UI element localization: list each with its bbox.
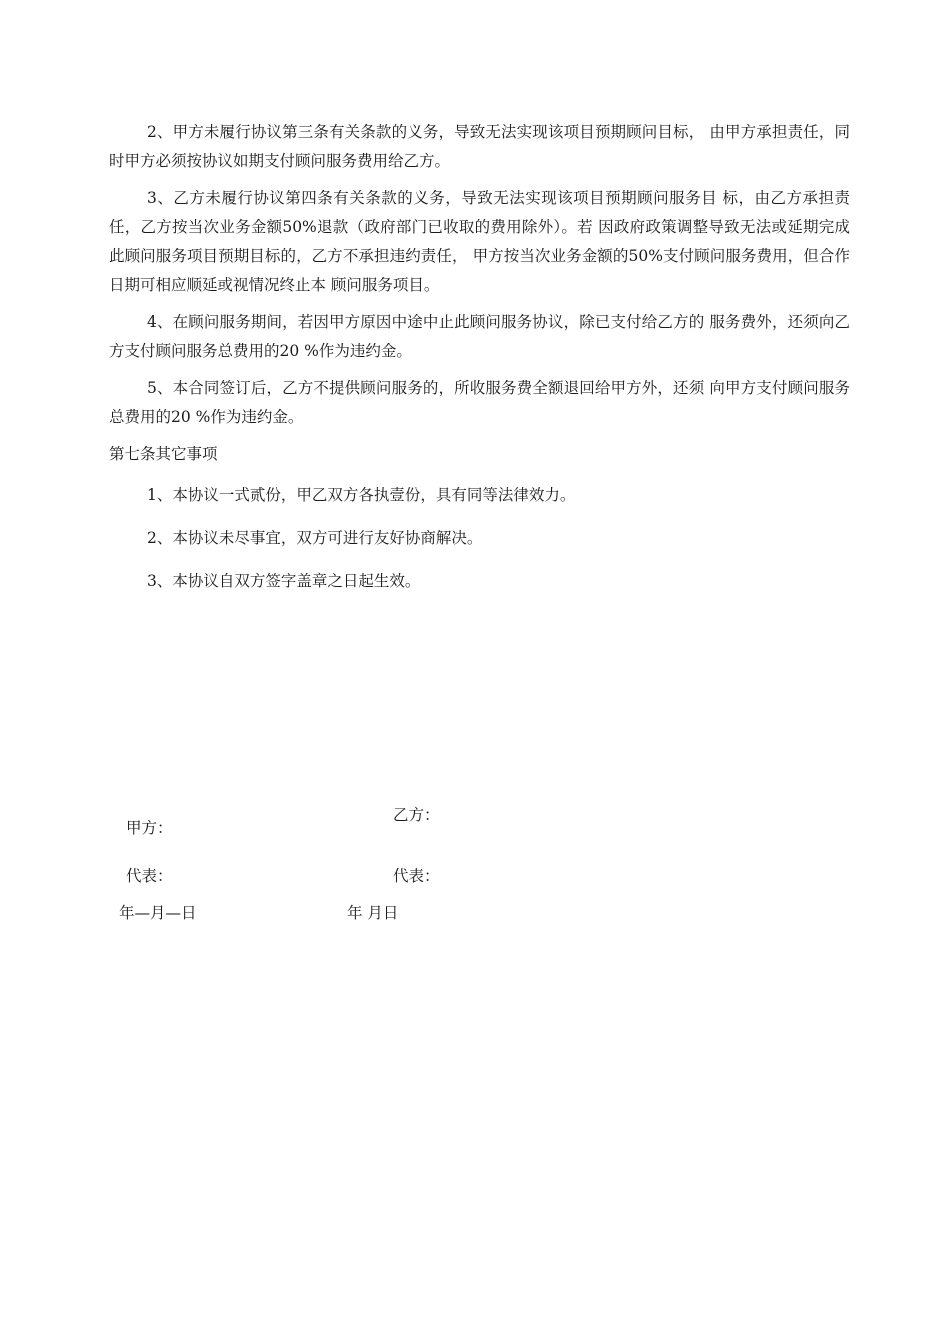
party-a-label: 甲方： — [126, 819, 173, 837]
article-7-item-3: 3、本协议自双方签字盖章之日起生效。 — [147, 572, 421, 590]
party-a-date: 年—月—日 — [119, 904, 197, 922]
article-7-item-1: 1、本协议一式贰份，甲乙双方各执壹份，具有同等法律效力。 — [147, 486, 576, 504]
article-7-heading: 第七条其它事项 — [109, 445, 218, 463]
party-b-date: 年 月日 — [347, 904, 399, 922]
clause-paragraph-2: 2、甲方未履行协议第三条有关条款的义务，导致无法实现该项目预期顾问目标， 由甲方承担责任，同时甲方必须按协议如期支付顾问服务费用给乙方。 — [109, 123, 850, 170]
article-7-item-2: 2、本协议未尽事宜，双方可进行友好协商解决。 — [147, 529, 483, 547]
clause-paragraph-5: 5、本合同签订后，乙方不提供顾问服务的，所收服务费全额退回给甲方外，还须 向甲方支付顾问服务总费用的20 %作为违约金。 — [109, 379, 850, 426]
party-a-representative-label: 代表： — [126, 867, 173, 885]
party-b-representative-label: 代表： — [393, 867, 440, 885]
clause-paragraph-4: 4、在顾问服务期间，若因甲方原因中途中止此顾问服务协议，除已支付给乙方的 服务费外，还须向乙方支付顾问服务总费用的20 %作为违约金。 — [109, 313, 850, 360]
party-b-label: 乙方： — [393, 806, 440, 824]
clause-paragraph-3: 3、乙方未履行协议第四条有关条款的义务，导致无法实现该项目预期顾问服务目 标，由乙方承担责任，乙方按当次业务金额50%退款（政府部门已收取的费用除外）。若 因政府政策调整导致无法或延期完成此顾问服务项目预期目标的，乙方不承担违约责任， 甲方按当次业务金额的50%支付顾问服务费用，但合作日期可相应顺延或视情况终止本 顾问服务项目。 — [109, 189, 850, 294]
contract-body — [109, 118, 850, 610]
